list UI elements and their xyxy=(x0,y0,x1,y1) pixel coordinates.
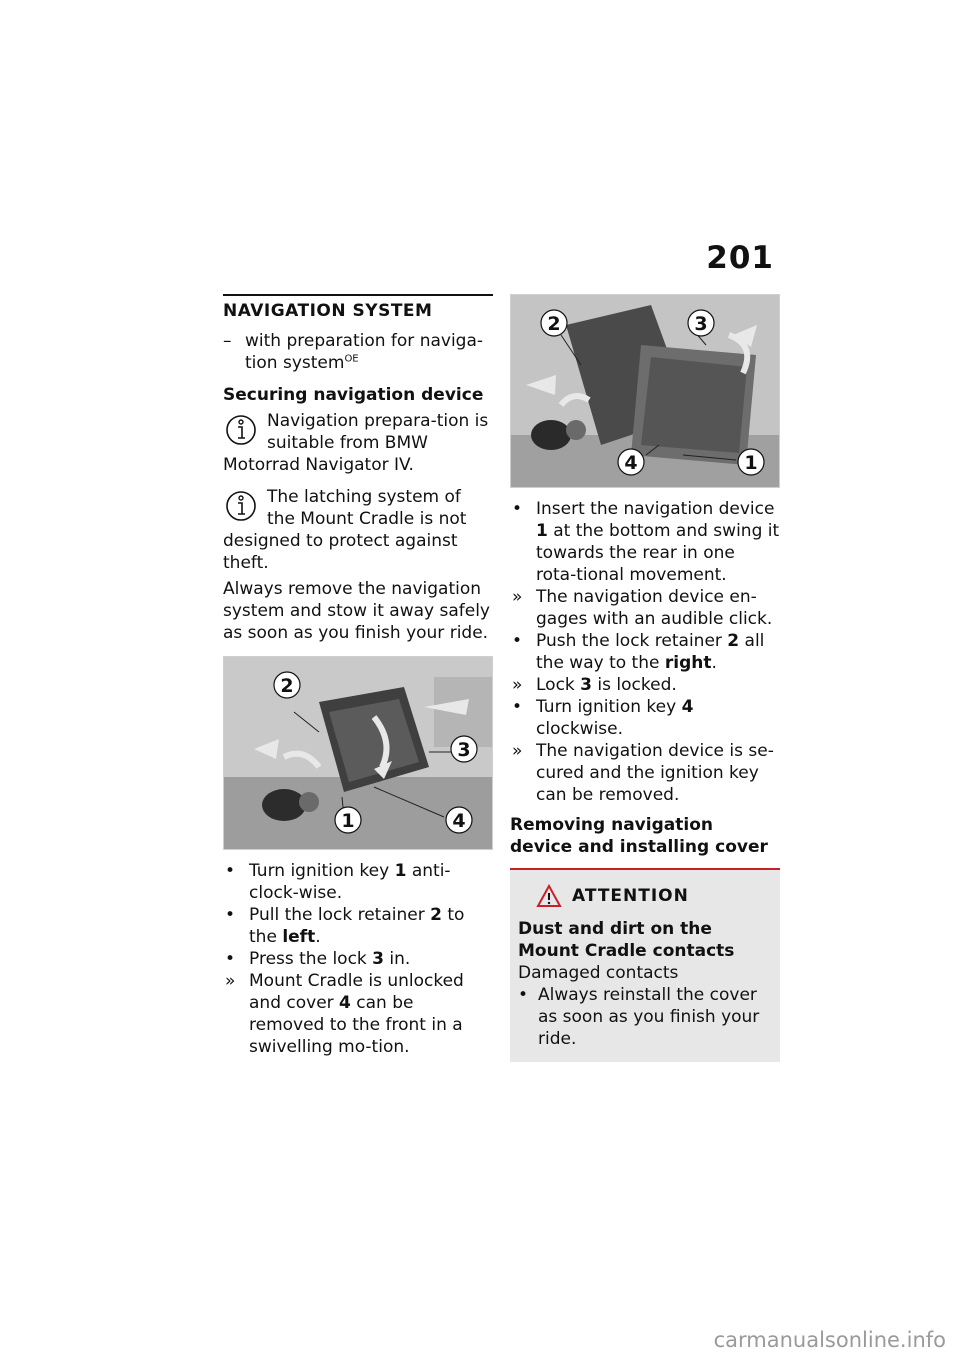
svg-text:4: 4 xyxy=(624,452,638,474)
right-steps xyxy=(510,498,780,806)
info-note-2-text: The latching system of the Mount Cradle is not designed to protect against theft. xyxy=(223,487,467,573)
svg-text:2: 2 xyxy=(280,675,294,697)
callout-4 xyxy=(618,449,644,475)
callout-2 xyxy=(541,310,567,336)
callout-3 xyxy=(451,736,477,762)
result-item: » Lock 3 is locked. xyxy=(512,675,677,695)
left-column xyxy=(223,294,493,1058)
info-icon xyxy=(223,410,259,454)
figure-remove-cover-illustration xyxy=(224,657,492,849)
attention-consequence: Damaged contacts xyxy=(518,963,679,983)
svg-text:3: 3 xyxy=(457,739,471,761)
watermark: carmanualsonline.info xyxy=(713,1328,946,1352)
step-item: • Turn ignition key 4 clockwise. xyxy=(512,697,694,739)
svg-text:1: 1 xyxy=(341,810,355,832)
info-note-1 xyxy=(223,410,493,476)
attention-box xyxy=(510,868,780,1062)
callout-4 xyxy=(446,807,472,833)
attention-title: ATTENTION xyxy=(572,886,689,906)
svg-text:3: 3 xyxy=(694,313,708,335)
securing-subhead: Securing navigation device xyxy=(223,385,484,405)
svg-text:2: 2 xyxy=(547,313,561,335)
equipment-note: – with preparation for naviga-tion system$^{OE}$ xyxy=(223,331,484,373)
figure-remove-cover xyxy=(223,656,493,850)
info-icon xyxy=(223,486,259,530)
attention-header xyxy=(536,884,772,908)
attention-bullet: • Always reinstall the cover as soon as you finish your ride. xyxy=(518,985,760,1049)
callout-1 xyxy=(738,449,764,475)
svg-text:4: 4 xyxy=(452,810,466,832)
attention-subhead: Dust and dirt on the Mount Cradle contacts xyxy=(518,919,735,961)
info-note-1-text: Navigation prepara-tion is suitable from BMW Motorrad Navigator IV. xyxy=(223,411,489,475)
page-number: 201 xyxy=(706,240,774,276)
step-item: • Insert the navigation device 1 at the bottom and swing it towards the rear in one rota-tional movement. xyxy=(512,499,780,585)
info-note-2 xyxy=(223,486,493,574)
callout-3 xyxy=(688,310,714,336)
step-item: • Push the lock retainer 2 all the way to the right. xyxy=(512,631,765,673)
result-item: » The navigation device is se-cured and the ignition key can be removed. xyxy=(512,741,774,805)
removing-subhead: Removing navigation device and installing cover xyxy=(510,815,768,857)
right-column xyxy=(510,294,780,1062)
warning-triangle-icon xyxy=(536,884,562,908)
svg-text:1: 1 xyxy=(744,452,758,474)
step-item: • Press the lock 3 in. xyxy=(225,949,411,969)
figure-insert-device xyxy=(510,294,780,488)
left-steps xyxy=(223,860,493,1058)
step-item: • Turn ignition key 1 anti-clock-wise. xyxy=(225,861,451,903)
figure-insert-device-illustration xyxy=(511,295,779,487)
equipment-text: with preparation for naviga-tion system xyxy=(245,331,484,373)
callout-1 xyxy=(335,807,361,833)
callout-2 xyxy=(274,672,300,698)
result-item: » The navigation device en-gages with an audible click. xyxy=(512,587,773,629)
step-item: • Pull the lock retainer 2 to the left. xyxy=(225,905,465,947)
optional-equipment-mark: OE xyxy=(344,353,359,365)
result-item: » Mount Cradle is unlocked and cover 4 can be removed to the front in a swivelling mo-tion. xyxy=(225,971,464,1057)
section-title: NAVIGATION SYSTEM xyxy=(223,294,493,322)
info-note-2-followup: Always remove the navigation system and stow it away safely as soon as you finish your ride. xyxy=(223,579,490,643)
